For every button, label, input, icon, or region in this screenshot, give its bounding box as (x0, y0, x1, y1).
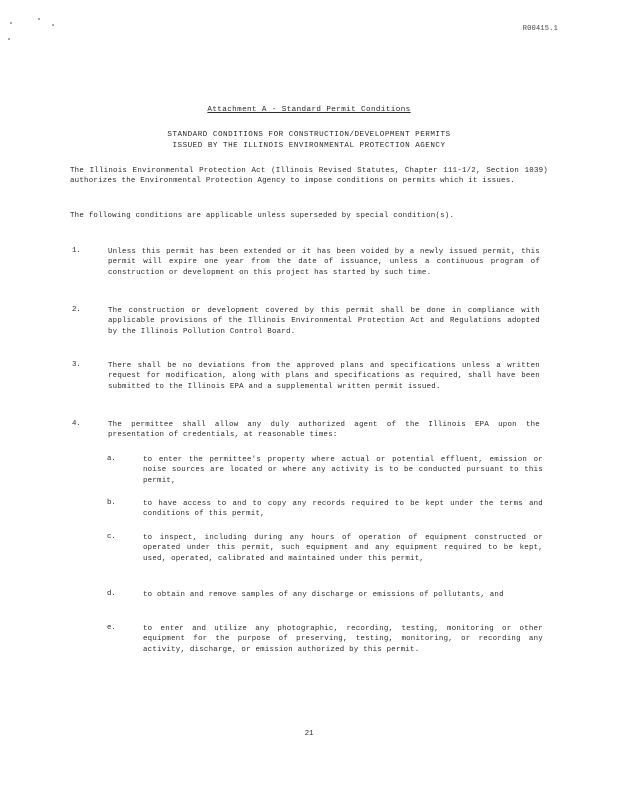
subcondition-letter: c. (107, 533, 116, 541)
document-title: Attachment A - Standard Permit Conditions (207, 106, 411, 114)
applicability-paragraph: The following conditions are applicable unless superseded by special condition(s). (70, 212, 455, 220)
intro-paragraph: The Illinois Environmental Protection Act (Illinois Revised Statutes, Chapter 111-1/2, Section 1039) authorizes the Environmental Protection Agency to impose conditions on permits which it issues. (70, 167, 548, 186)
subcondition-text: to enter and utilize any photographic, recording, testing, monitoring or other equipment for the purpose of preserving, testing, monitoring, or recording any activity, discharge, or emission authorized by this permit. (143, 625, 543, 654)
subcondition-letter: b. (107, 499, 116, 507)
subcondition-text: to enter the permittee's property where actual or potential effluent, emission or noise sources are located or where any activity is to be conducted pursuant to this permit, (143, 456, 543, 485)
condition-number: 4. (72, 420, 81, 428)
condition-number: 2. (72, 306, 81, 314)
subcondition-text: to have access to and to copy any records required to be kept under the terms and conditions of this permit, (143, 500, 543, 519)
document-id: R00415.1 (522, 25, 558, 33)
subheading-line-1: STANDARD CONDITIONS FOR CONSTRUCTION/DEVELOPMENT PERMITS (167, 131, 451, 139)
subcondition-text: to obtain and remove samples of any discharge or emissions of pollutants, and (143, 591, 504, 599)
subcondition-text: to inspect, including during any hours of operation of equipment constructed or operated under this permit, such equipment and any equipment required to be kept, used, operated, calibrated and maintained under this permit, (143, 534, 543, 563)
condition-text: The construction or development covered by this permit shall be done in compliance with applicable provisions of the Illinois Environmental Protection Act and Regulations adopted by the Illinois Pollution Control Board. (108, 307, 540, 336)
condition-text: Unless this permit has been extended or it has been voided by a newly issued permit, this permit will expire one year from the date of issuance, unless a continuous program of construction or development on this project has started by such time. (108, 248, 540, 277)
page-number: 21 (304, 730, 314, 738)
subcondition-letter: e. (107, 624, 116, 632)
subheading-line-2: ISSUED BY THE ILLINOIS ENVIRONMENTAL PROTECTION AGENCY (172, 142, 446, 150)
condition-number: 1. (72, 247, 81, 255)
subcondition-letter: d. (107, 590, 116, 598)
subcondition-letter: a. (107, 455, 116, 463)
condition-text: There shall be no deviations from the approved plans and specifications unless a written request for modification, along with plans and specifications as required, shall have been submitted to the Illinois EPA and a supplemental written permit issued. (108, 362, 540, 391)
condition-number: 3. (72, 361, 81, 369)
condition-text: The permittee shall allow any duly authorized agent of the Illinois EPA upon the presentation of credentials, at reasonable times: (108, 421, 540, 440)
